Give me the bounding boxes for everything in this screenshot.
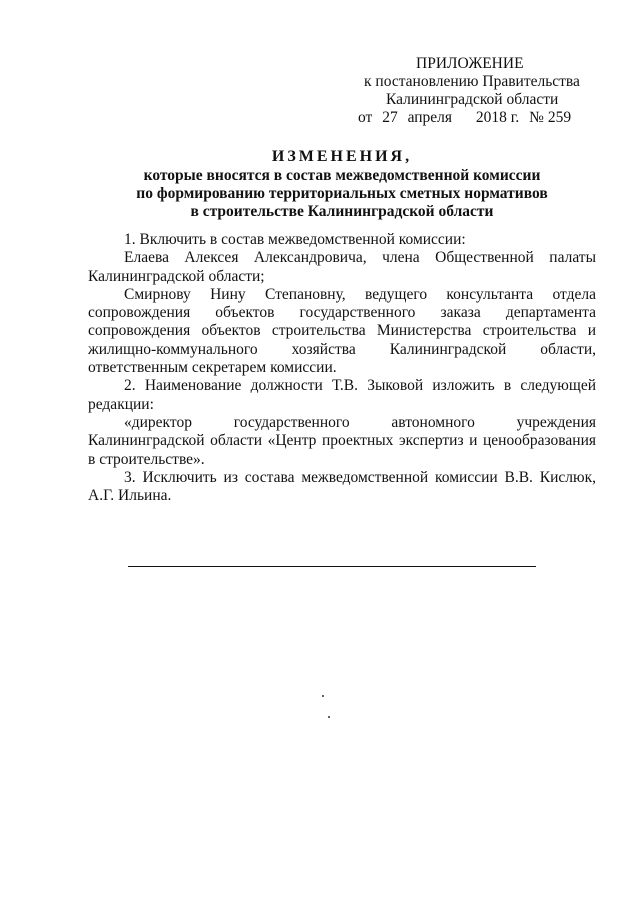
document-body xyxy=(88,231,596,505)
paragraph-member-elaev: Елаева Алексея Александровича, члена Общественной палаты Калининградской области; xyxy=(88,249,596,285)
paragraph-member-smirnova: Смирнову Нину Степановну, ведущего консультанта отдела сопровождения объектов государственного заказа департамента сопровождения объектов строительства Министерства строительства и жилищно-коммунального хозяйства Калининградской области, ответственным секретарем комиссии. xyxy=(88,285,596,377)
date-month: апреля xyxy=(407,109,453,126)
title-subtitle-line: по формированию территориальных сметных нормативов xyxy=(136,185,548,202)
appendix-date-line xyxy=(348,109,588,127)
document-title xyxy=(88,147,596,221)
date-year: 2018 г. xyxy=(475,109,520,126)
title-subtitle-line: в строительстве Калининградской области xyxy=(190,203,494,220)
appendix-title: ПРИЛОЖЕНИЕ xyxy=(416,55,524,72)
document-number: 259 xyxy=(547,109,572,126)
paragraph-new-title: «директор государственного автономного учреждения Калининградской области «Центр проектных экспертиз и ценообразования в строительстве». xyxy=(88,413,596,468)
date-day: 27 xyxy=(382,109,398,126)
paragraph-item-1: 1. Включить в состав межведомственной комиссии: xyxy=(124,231,466,248)
closing-rule xyxy=(128,566,536,567)
scan-speck xyxy=(328,716,330,718)
appendix-header xyxy=(348,55,588,127)
scan-speck xyxy=(322,695,324,697)
appendix-reference: к постановлению Правительства xyxy=(364,73,580,90)
date-prefix: от xyxy=(358,109,373,126)
appendix-region: Калининградской области xyxy=(386,91,559,108)
paragraph-item-2: 2. Наименование должности Т.В. Зыковой изложить в следующей редакции: xyxy=(88,377,596,413)
title-subtitle-line: которые вносятся в состав межведомственной комиссии xyxy=(143,167,541,184)
paragraph-item-3: 3. Исключить из состава межведомственной комиссии В.В. Кислюк, А.Г. Ильина. xyxy=(88,468,596,505)
number-sign: № xyxy=(529,109,544,126)
title-heading: ИЗМЕНЕНИЯ, xyxy=(271,148,413,165)
